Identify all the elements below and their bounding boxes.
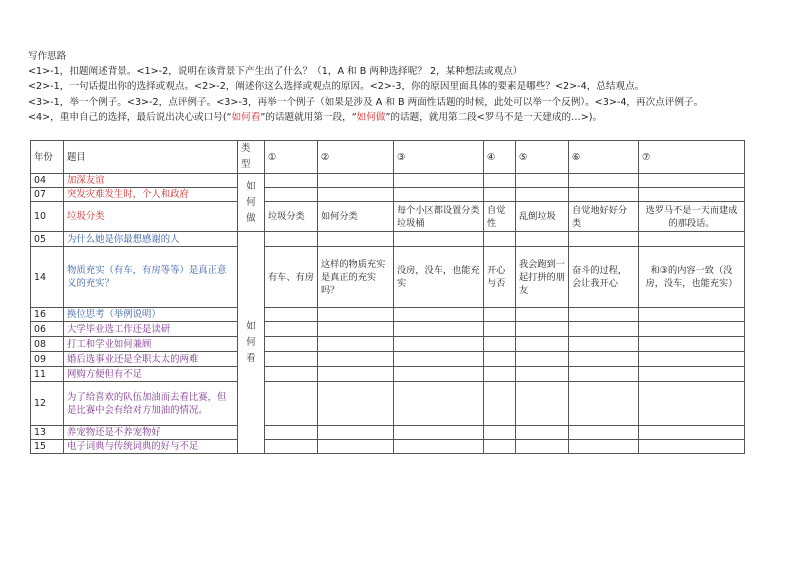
step-7-cell bbox=[639, 232, 745, 247]
topic-cell: 电子词典与传统词典的好与不足 bbox=[64, 440, 238, 454]
step-6-cell bbox=[569, 352, 639, 367]
step-3-cell: 没房，没车，也能充实 bbox=[394, 247, 484, 308]
step-5-cell: 我会跑到一起打拼的朋友 bbox=[516, 247, 569, 308]
step-6-cell bbox=[569, 382, 639, 426]
instruction-line-3: <3>-1，举一个例子。<3>-2，点评例子。<3>-3，再举一个例子（如果是涉及 A 和 B 两面性话题的时候，此处可以举一个反例）。<3>-4，再次点评例子。 bbox=[28, 96, 704, 108]
instructions-title: 写作思路 bbox=[28, 51, 67, 62]
header-col-3: ③ bbox=[394, 141, 484, 174]
header-col-6: ⑥ bbox=[569, 141, 639, 174]
writing-instructions bbox=[28, 49, 788, 125]
step-5-cell bbox=[516, 440, 569, 454]
step-4-cell bbox=[484, 367, 516, 382]
step-7-cell: 选罗马不是一天而建成的那段话。 bbox=[639, 202, 745, 232]
instruction-line-4-highlight-view: 如何看 bbox=[231, 111, 261, 123]
type-label-view: 如何看 bbox=[246, 320, 256, 364]
step-2-cell bbox=[318, 367, 394, 382]
topic-cell: 为了给喜欢的队伍加油而去看比赛，但是比赛中会有给对方加油的情况。 bbox=[64, 382, 238, 426]
step-1-cell bbox=[265, 322, 318, 337]
step-1-cell bbox=[265, 174, 318, 188]
step-6-cell bbox=[569, 188, 639, 202]
step-6-cell: 自觉地好好分类 bbox=[569, 202, 639, 232]
step-6-cell bbox=[569, 337, 639, 352]
header-col-5: ⑤ bbox=[516, 141, 569, 174]
step-4-cell bbox=[484, 322, 516, 337]
topic-cell: 物质充实（有车，有房等等）是真正意义的充实？ bbox=[64, 247, 238, 308]
step-2-cell: 如何分类 bbox=[318, 202, 394, 232]
step-3-cell bbox=[394, 232, 484, 247]
step-2-cell bbox=[318, 440, 394, 454]
step-1-cell: 有车、有房 bbox=[265, 247, 318, 308]
step-7-cell bbox=[639, 382, 745, 426]
header-topic: 题目 bbox=[64, 141, 238, 174]
header-type bbox=[238, 141, 265, 174]
step-1-cell bbox=[265, 440, 318, 454]
table-row bbox=[31, 308, 745, 322]
year-cell: 08 bbox=[31, 337, 64, 352]
step-7-cell bbox=[639, 322, 745, 337]
step-2-cell bbox=[318, 352, 394, 367]
step-5-cell bbox=[516, 352, 569, 367]
step-5-cell bbox=[516, 232, 569, 247]
step-3-cell bbox=[394, 352, 484, 367]
step-4-cell bbox=[484, 440, 516, 454]
type-cell-do bbox=[238, 174, 265, 232]
topic-cell: 养宠物还是不养宠物好 bbox=[64, 426, 238, 440]
topic-cell: 换位思考（举例说明） bbox=[64, 308, 238, 322]
step-7-cell bbox=[639, 352, 745, 367]
instruction-line-4-part-a: <4>，重申自己的选择，最后说出决心或口号(“ bbox=[28, 111, 232, 123]
table-row bbox=[31, 426, 745, 440]
table-row bbox=[31, 202, 745, 232]
step-2-cell bbox=[318, 188, 394, 202]
topic-cell: 婚后选事业还是全职太太的两难 bbox=[64, 352, 238, 367]
step-2-cell bbox=[318, 337, 394, 352]
step-3-cell bbox=[394, 382, 484, 426]
step-3-cell bbox=[394, 174, 484, 188]
step-3-cell bbox=[394, 426, 484, 440]
instruction-line-2: <2>-1，一句话提出你的选择或观点。<2>-2，阐述你这么选择或观点的原因。<2>-3，你的原因里面具体的要素是哪些？<2>-4，总结观点。 bbox=[28, 81, 645, 93]
step-7-cell bbox=[639, 440, 745, 454]
topic-cell: 垃圾分类 bbox=[64, 202, 238, 232]
table-row bbox=[31, 247, 745, 308]
step-1-cell bbox=[265, 232, 318, 247]
step-2-cell bbox=[318, 426, 394, 440]
year-cell: 13 bbox=[31, 426, 64, 440]
step-6-cell bbox=[569, 322, 639, 337]
step-6-cell bbox=[569, 308, 639, 322]
year-cell: 06 bbox=[31, 322, 64, 337]
step-5-cell bbox=[516, 308, 569, 322]
year-cell: 05 bbox=[31, 232, 64, 247]
step-6-cell bbox=[569, 440, 639, 454]
table-row bbox=[31, 174, 745, 188]
table-row bbox=[31, 337, 745, 352]
step-3-cell bbox=[394, 188, 484, 202]
topic-cell: 打工和学业如何兼顾 bbox=[64, 337, 238, 352]
step-3-cell: 每个小区都设置分类垃圾桶 bbox=[394, 202, 484, 232]
topic-cell: 网购方便但有不足 bbox=[64, 367, 238, 382]
step-3-cell bbox=[394, 440, 484, 454]
table-row bbox=[31, 352, 745, 367]
step-5-cell bbox=[516, 188, 569, 202]
step-5-cell bbox=[516, 322, 569, 337]
step-3-cell bbox=[394, 367, 484, 382]
step-4-cell bbox=[484, 174, 516, 188]
type-label-do: 如何做 bbox=[246, 180, 256, 224]
step-4-cell bbox=[484, 308, 516, 322]
year-cell: 12 bbox=[31, 382, 64, 426]
step-2-cell bbox=[318, 174, 394, 188]
step-4-cell bbox=[484, 232, 516, 247]
step-5-cell: 乱倒垃圾 bbox=[516, 202, 569, 232]
step-3-cell bbox=[394, 322, 484, 337]
step-4-cell bbox=[484, 382, 516, 426]
header-type-label: 类型 bbox=[241, 143, 251, 170]
year-cell: 14 bbox=[31, 247, 64, 308]
step-4-cell bbox=[484, 426, 516, 440]
step-1-cell bbox=[265, 426, 318, 440]
step-6-cell bbox=[569, 426, 639, 440]
header-col-2: ② bbox=[318, 141, 394, 174]
year-cell: 16 bbox=[31, 308, 64, 322]
table-row bbox=[31, 322, 745, 337]
year-cell: 10 bbox=[31, 202, 64, 232]
type-cell-view bbox=[238, 232, 265, 454]
topics-table bbox=[30, 140, 745, 454]
step-5-cell bbox=[516, 367, 569, 382]
table-header-row bbox=[31, 141, 745, 174]
step-2-cell bbox=[318, 382, 394, 426]
instruction-line-4-part-b: ”的话题就用第一段，“ bbox=[260, 111, 357, 123]
step-2-cell bbox=[318, 232, 394, 247]
instruction-line-4-highlight-do: 如何做 bbox=[356, 111, 386, 123]
step-7-cell bbox=[639, 308, 745, 322]
step-1-cell: 垃圾分类 bbox=[265, 202, 318, 232]
topic-cell: 突发灾难发生时，个人和政府 bbox=[64, 188, 238, 202]
topic-cell: 为什么她是你最想感谢的人 bbox=[64, 232, 238, 247]
table-row bbox=[31, 440, 745, 454]
step-5-cell bbox=[516, 382, 569, 426]
table-row bbox=[31, 367, 745, 382]
table-row bbox=[31, 232, 745, 247]
year-cell: 15 bbox=[31, 440, 64, 454]
header-col-1: ① bbox=[265, 141, 318, 174]
instruction-line-4-part-c: ”的话题，就用第二段<罗马不是一天建成的…>)。 bbox=[385, 111, 603, 123]
step-1-cell bbox=[265, 382, 318, 426]
step-5-cell bbox=[516, 337, 569, 352]
step-5-cell bbox=[516, 426, 569, 440]
step-1-cell bbox=[265, 308, 318, 322]
step-7-cell bbox=[639, 174, 745, 188]
header-col-4: ④ bbox=[484, 141, 516, 174]
step-3-cell bbox=[394, 337, 484, 352]
step-3-cell bbox=[394, 308, 484, 322]
step-1-cell bbox=[265, 337, 318, 352]
step-4-cell bbox=[484, 337, 516, 352]
table-row bbox=[31, 382, 745, 426]
step-4-cell: 自觉性 bbox=[484, 202, 516, 232]
step-2-cell bbox=[318, 308, 394, 322]
year-cell: 07 bbox=[31, 188, 64, 202]
table-row bbox=[31, 188, 745, 202]
step-4-cell bbox=[484, 188, 516, 202]
step-2-cell: 这样的物质充实是真正的充实吗？ bbox=[318, 247, 394, 308]
instruction-line-4 bbox=[28, 110, 788, 125]
step-6-cell: 奋斗的过程，会让我开心 bbox=[569, 247, 639, 308]
step-6-cell bbox=[569, 367, 639, 382]
step-7-cell bbox=[639, 426, 745, 440]
step-4-cell bbox=[484, 352, 516, 367]
step-2-cell bbox=[318, 322, 394, 337]
step-5-cell bbox=[516, 174, 569, 188]
year-cell: 09 bbox=[31, 352, 64, 367]
step-1-cell bbox=[265, 188, 318, 202]
step-1-cell bbox=[265, 367, 318, 382]
step-7-cell bbox=[639, 367, 745, 382]
instruction-line-1: <1>-1，扣题阐述背景。<1>-2，说明在该背景下产生出了什么？（1，A 和 B 两种选择呢？ 2，某种想法或观点） bbox=[28, 66, 523, 78]
step-1-cell bbox=[265, 352, 318, 367]
topic-cell: 大学毕业选工作还是读研 bbox=[64, 322, 238, 337]
step-7-cell bbox=[639, 337, 745, 352]
step-6-cell bbox=[569, 232, 639, 247]
year-cell: 04 bbox=[31, 174, 64, 188]
year-cell: 11 bbox=[31, 367, 64, 382]
table-body bbox=[31, 174, 745, 454]
topic-cell: 加深友谊 bbox=[64, 174, 238, 188]
header-year: 年份 bbox=[31, 141, 64, 174]
step-7-cell: 和③的内容一致（没房，没车，也能充实） bbox=[639, 247, 745, 308]
step-6-cell bbox=[569, 174, 639, 188]
step-7-cell bbox=[639, 188, 745, 202]
header-col-7: ⑦ bbox=[639, 141, 745, 174]
step-4-cell: 开心与否 bbox=[484, 247, 516, 308]
